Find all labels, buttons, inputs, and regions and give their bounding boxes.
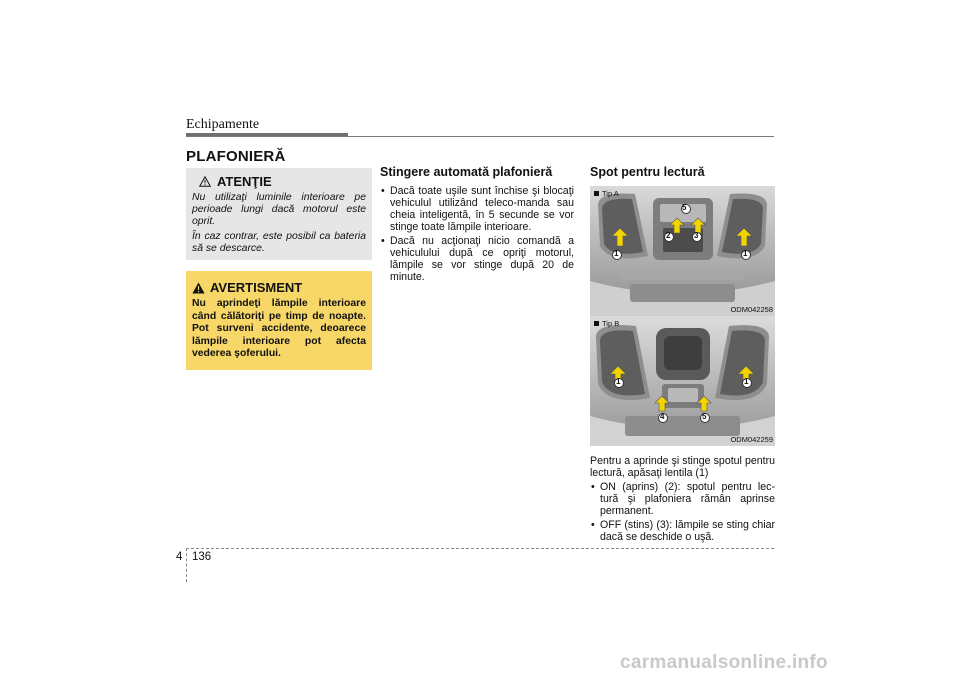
photo-type-b <box>590 316 775 446</box>
footer-rule <box>186 548 774 549</box>
spot-list <box>590 481 775 543</box>
warning-title <box>192 280 302 295</box>
bullet-square-icon <box>594 191 599 196</box>
marker-label: 4 <box>660 412 665 421</box>
warning-body: Nu aprindeţi lămpile interioare când călătoriţi pe timp de noapte. Pot surveni accidente, deoarece lămpile interioare pot afecta vederea şoferului. <box>192 298 366 359</box>
watermark: carmanualsonline.info <box>620 652 828 673</box>
photo-b-code: ODM042259 <box>730 435 773 444</box>
list-item: • Dacă nu acţionaţi nicio comandă a vehiculului după ce opriţi motorul, lămpile se vor stinge după 20 de minute. <box>380 235 574 283</box>
marker-label: 1 <box>616 377 621 386</box>
spot-title: Spot pentru lectură <box>590 165 705 179</box>
photo-a-code: ODM042258 <box>730 305 773 314</box>
photo-type-a <box>590 186 775 316</box>
footer-divider <box>186 548 187 582</box>
caution-title <box>199 174 272 189</box>
caution-paragraph: Nu utilizaţi luminile interioare pe perioade lungi dacă motorul este oprit. <box>192 192 366 227</box>
marker-label: 1 <box>744 377 749 386</box>
list-item: • OFF (stins) (3): lămpile se sting chiar dacă se deschide o uşă. <box>590 519 775 543</box>
auto-off-title: Stingere automată plafonieră <box>380 165 553 179</box>
spot-intro: Pentru a aprinde şi stinge spotul pentru lectură, apăsaţi lentila (1) <box>590 455 775 479</box>
auto-off-section <box>380 165 574 285</box>
page-header-title: Echipamente <box>186 117 260 132</box>
bullet-square-icon <box>594 321 599 326</box>
marker-label: 2 <box>666 231 671 240</box>
caution-paragraph: În caz contrar, este posibil ca bateria să se descarce. <box>192 231 366 254</box>
marker-label: 3 <box>694 231 699 240</box>
marker-label: 5 <box>702 412 707 421</box>
warning-triangle-icon <box>199 176 211 187</box>
photo-b-label-text: Tip B <box>602 319 620 328</box>
list-item: • ON (aprins) (2): spotul pentru lec-tură şi plafoniera rămân aprinse permanent. <box>590 481 775 517</box>
marker-label: 5 <box>682 203 687 212</box>
spot-section <box>590 165 775 185</box>
photo-a-label <box>594 189 619 198</box>
caution-body <box>192 192 366 258</box>
warning-box <box>186 271 372 370</box>
section-title: PLAFONIERĂ <box>186 148 286 165</box>
header-rule <box>186 136 774 137</box>
photo-b-label <box>594 319 619 328</box>
caution-title-text: ATENŢIE <box>217 174 272 189</box>
spot-body <box>590 455 775 545</box>
caution-box <box>186 168 372 260</box>
warning-title-text: AVERTISMENT <box>210 280 303 295</box>
auto-off-list <box>380 185 574 283</box>
photo-a-label-text: Tip A <box>602 189 619 198</box>
page-number: 136 <box>192 551 212 563</box>
list-item: • Dacă toate uşile sunt închise şi blocaţi vehiculul utilizând teleco-manda sau cheia inteligentă, în 5 secunde se vor stinge toate lămpile interioare. <box>380 185 574 233</box>
marker-label: 1 <box>743 249 748 258</box>
warning-triangle-filled-icon <box>192 282 205 294</box>
marker-label: 1 <box>614 249 619 258</box>
chapter-number: 4 <box>176 551 183 563</box>
